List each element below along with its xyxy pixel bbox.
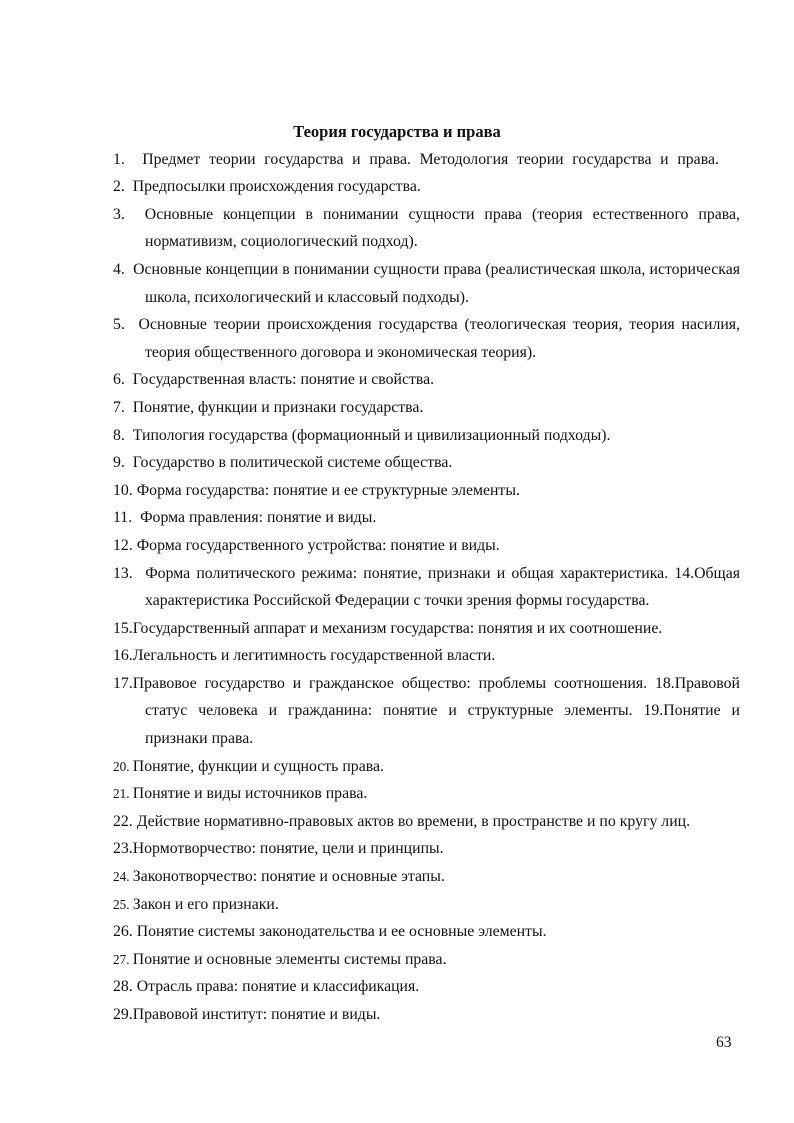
item-number: 24. [113,869,133,885]
item-number: 23. [113,840,133,858]
list-item [113,780,740,808]
item-text: Основные теории происхождения государства (теологическая теория, теория насилия, теория общественного договора и экономическая теория). [138,316,740,361]
list-item [113,973,740,1001]
list-item [113,201,740,256]
item-number: 13. [113,564,146,582]
item-text: Государственный аппарат и механизм государства: понятия и их соотношение. [132,619,663,637]
item-text: Легальность и легитимность государственной власти. [132,647,496,665]
list-item [113,422,740,450]
item-text: Действие нормативно-правовых актов во времени, в пространстве и по кругу лиц. [136,812,691,830]
item-text: Форма правления: понятие и виды. [140,509,377,527]
item-number: 27. [113,951,133,967]
item-text: Понятие, функции и сущность права. [132,757,384,775]
item-number: 11. [113,509,141,527]
item-number: 3. [113,205,145,223]
page-title: Теория государства и права [293,122,501,141]
item-number: 22. [113,812,137,830]
list-item [113,808,740,836]
list-item [113,1001,740,1029]
list-item [113,642,740,670]
item-text: Законотворчество: понятие и основные этапы. [132,868,445,886]
item-number: 21. [113,786,133,802]
item-number: 20. [113,758,133,774]
item-number: 7. [113,398,133,416]
list-item [113,449,740,477]
list-item [113,670,740,753]
list-item [113,504,740,532]
item-number: 16. [113,647,133,665]
item-number: 10. [113,481,137,499]
list-item [113,835,740,863]
list-item [113,863,740,891]
item-text: Понятие и основные элементы системы права. [132,950,447,968]
list-item [113,173,740,201]
item-number: 25. [113,896,133,912]
item-number: 26. [113,923,137,941]
list-item [113,394,740,422]
item-number: 28. [113,978,137,996]
item-number: 8. [113,426,133,444]
topic-list [113,146,740,1029]
list-item [113,532,740,560]
item-text: Государство в политической системе общества. [132,454,453,472]
item-text: Правовое государство и гражданское общество: проблемы соотношения. 18.Правовой статус человека и гражданина: понятие и структурные элементы. 19.Понятие и признаки права. [132,674,740,748]
item-number: 6. [113,371,133,389]
item-text: Форма политического режима: понятие, признаки и общая характеристика. 14.Общая характеристика Российской Федерации с точки зрения формы государства. [145,564,740,610]
list-item [113,753,740,781]
item-text: Понятие, функции и признаки государства. [132,398,424,416]
list-item [113,477,740,505]
item-text: Типология государства (формационный и цивилизационный подходы). [132,426,611,444]
item-text: Государственная власть: понятие и свойства. [132,371,435,389]
item-number: 2. [113,178,133,196]
item-number: 9. [113,454,133,472]
item-number: 12. [113,536,137,554]
list-item [113,256,740,311]
item-text: Понятие и виды источников права. [132,785,368,803]
list-item [113,366,740,394]
item-number: 4. [113,260,134,278]
list-item [113,560,740,615]
item-text: Основные концепции в понимании сущности права (реалистическая школа, историческая школа, психологический и классовый подходы). [133,260,741,306]
item-number: 29. [113,1006,133,1023]
list-item [113,146,740,174]
item-text: Форма государственного устройства: понятие и виды. [136,536,500,554]
item-number: 1. [113,150,143,168]
item-text: Форма государства: понятие и ее структурные элементы. [136,481,520,499]
item-number: 5. [113,316,139,334]
item-text: Нормотворчество: понятие, цели и принципы. [132,840,444,858]
list-item [113,918,740,946]
item-text: Понятие системы законодательства и ее основные элементы. [136,923,547,941]
item-text: Предпосылки происхождения государства. [132,178,421,196]
list-item [113,891,740,919]
item-text: Основные концепции в понимании сущности права (теория естественного права, нормативизм, социологический подход). [144,205,740,251]
item-text: Отрасль права: понятие и классификация. [136,978,420,996]
page-number: 63 [716,1034,732,1051]
item-text: Предмет теории государства и права. Методология теории государства и права. [142,150,719,168]
item-number: 17. [113,674,133,692]
list-item [113,946,740,974]
item-number: 15. [113,619,133,637]
list-item [113,615,740,643]
item-text: Закон и его признаки. [132,895,279,913]
document-content [113,118,740,1029]
item-text: Правовой институт: понятие и виды. [132,1006,381,1023]
list-item [113,311,740,366]
